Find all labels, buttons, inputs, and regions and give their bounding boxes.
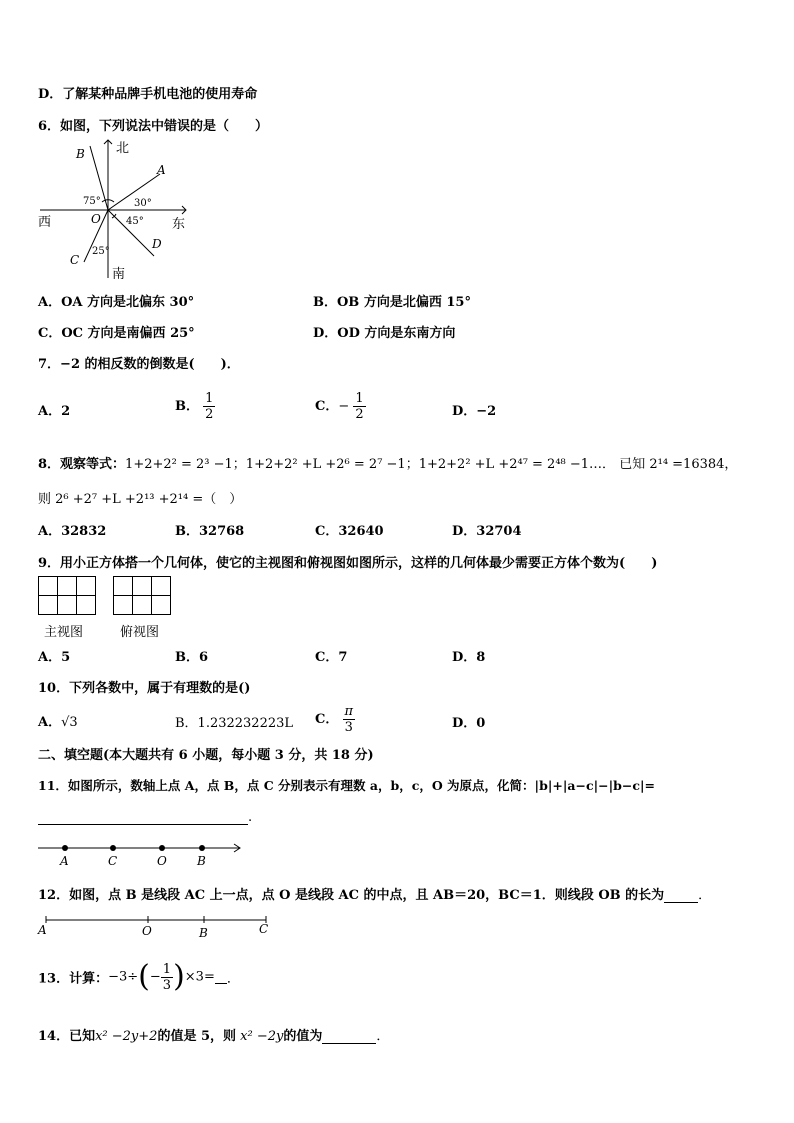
q10-option-b: B．1.232232223L bbox=[175, 716, 294, 731]
q8-eq1: 1+2+2² = 2³ −1； bbox=[125, 457, 246, 472]
q8-eq2: 1+2+2² +L +2⁶ = 2⁷ −1； bbox=[245, 457, 419, 472]
q7-option-b-label: B． bbox=[175, 399, 199, 414]
left-paren: ( bbox=[138, 959, 150, 994]
point-c-label: C bbox=[108, 854, 118, 868]
q12-tail: ． bbox=[698, 888, 712, 903]
q7-option-c bbox=[315, 391, 366, 422]
q9-views-figure bbox=[38, 576, 174, 618]
front-view-grid bbox=[39, 577, 96, 615]
answer-blank[interactable] bbox=[215, 970, 227, 984]
q9-option-b: B．6 bbox=[175, 650, 209, 665]
top-view-grid bbox=[114, 577, 171, 615]
point-o-label: O bbox=[142, 924, 152, 938]
q6-compass-figure bbox=[36, 136, 196, 284]
q10-option-c-label: C． bbox=[315, 712, 339, 727]
fraction-denominator: 2 bbox=[205, 407, 214, 422]
q8-equation-line bbox=[38, 453, 737, 472]
q7-option-a: A．2 bbox=[38, 404, 71, 419]
point-a-label: A bbox=[38, 923, 47, 937]
point-b-label: B bbox=[199, 926, 208, 940]
point-b bbox=[199, 845, 205, 851]
q12-segment-figure bbox=[36, 914, 272, 940]
q9-front-view-label: 主视图 bbox=[44, 625, 84, 640]
q7-option-b bbox=[175, 391, 215, 422]
fraction-numerator: 1 bbox=[355, 391, 364, 406]
q6-stem: 6．如图，下列说法中错误的是（ ） bbox=[38, 119, 269, 134]
answer-blank[interactable] bbox=[322, 1030, 376, 1044]
q6-option-a: A．OA 方向是北偏东 30° bbox=[38, 295, 195, 310]
q10-option-c bbox=[315, 704, 355, 735]
fraction-numerator: π bbox=[344, 704, 354, 719]
q11-number-line bbox=[38, 840, 244, 868]
origin-label: O bbox=[91, 212, 101, 226]
fraction-numerator: 1 bbox=[162, 961, 172, 977]
north-label: 北 bbox=[116, 141, 130, 156]
q7-option-b-fraction bbox=[203, 391, 215, 422]
q13-line bbox=[38, 958, 240, 996]
point-a bbox=[62, 845, 68, 851]
q9-option-c: C．7 bbox=[315, 650, 348, 665]
q8-ask: 则 2⁶ +2⁷ +L +2¹³ +2¹⁴ =（ ） bbox=[38, 492, 243, 507]
q6-option-d: D．OD 方向是东南方向 bbox=[313, 326, 456, 341]
right-paren: ) bbox=[173, 959, 185, 994]
q14-mid: 的值是 5，则 bbox=[157, 1029, 237, 1044]
q9-option-d: D．8 bbox=[452, 650, 486, 665]
q11-answer-line bbox=[38, 810, 252, 825]
q13-expr-pre: −3÷ bbox=[108, 969, 139, 985]
q14-expr2: x² −2y bbox=[240, 1029, 284, 1044]
q10-option-a-label: A． bbox=[38, 715, 62, 730]
q13-label: 13．计算： bbox=[38, 971, 109, 987]
south-label: 南 bbox=[112, 267, 126, 282]
q11-tail: . bbox=[248, 810, 253, 825]
q13-fraction bbox=[161, 962, 173, 993]
angle-c-label: 25° bbox=[92, 246, 110, 257]
fraction-denominator: 3 bbox=[162, 977, 172, 993]
q8-eq3: 1+2+2² +L +2⁴⁷ = 2⁴⁸ −1…． bbox=[418, 457, 616, 472]
q7-option-c-fraction bbox=[353, 391, 365, 422]
angle-d-label: 45° bbox=[126, 216, 144, 227]
ray-a-label: A bbox=[157, 163, 166, 177]
q7-option-c-label: C． bbox=[315, 399, 339, 414]
q14-tail: ． bbox=[376, 1029, 390, 1044]
q7-stem: 7．−2 的相反数的倒数是( )． bbox=[38, 357, 240, 372]
ray-c-label: C bbox=[70, 253, 80, 267]
q8-option-a: A．32832 bbox=[38, 524, 107, 539]
point-o-label: O bbox=[157, 854, 167, 868]
fraction-denominator: 2 bbox=[355, 407, 364, 422]
q6-option-b: B．OB 方向是北偏西 15° bbox=[313, 295, 471, 310]
q9-stem: 9．用小正方体搭一个几何体，使它的主视图和俯视图如图所示，这样的几何体最少需要正方体个数为( ) bbox=[38, 556, 658, 571]
answer-blank[interactable] bbox=[664, 889, 698, 903]
sqrt-3: √3 bbox=[61, 715, 78, 730]
fraction-denominator: 3 bbox=[344, 720, 353, 735]
point-b-label: B bbox=[197, 854, 206, 868]
q14-pre: 14．已知 bbox=[38, 1029, 96, 1044]
q13-tail: ． bbox=[226, 971, 240, 987]
point-a-label: A bbox=[60, 854, 69, 868]
q12-stem-line bbox=[38, 884, 711, 903]
point-c bbox=[110, 845, 116, 851]
ray-b-label: B bbox=[76, 147, 85, 161]
q10-option-a bbox=[38, 711, 78, 730]
q9-option-a: A．5 bbox=[38, 650, 71, 665]
section-title-fill-in: 二、填空题(本大题共有 6 小题，每小题 3 分，共 18 分) bbox=[38, 748, 374, 763]
east-label: 东 bbox=[172, 217, 186, 232]
q12-stem: 12．如图，点 B 是线段 AC 上一点，点 O 是线段 AC 的中点，且 AB＝20，BC＝1．则线段 OB 的长为 bbox=[38, 888, 665, 903]
west-label: 西 bbox=[38, 215, 52, 230]
q9-top-view-label: 俯视图 bbox=[120, 625, 160, 640]
fraction-numerator: 1 bbox=[205, 391, 214, 406]
q10-stem: 10．下列各数中，属于有理数的是() bbox=[38, 681, 251, 696]
q7-option-d: D．−2 bbox=[452, 404, 497, 419]
ray-d-label: D bbox=[152, 237, 162, 251]
q6-option-c: C．OC 方向是南偏西 25° bbox=[38, 326, 195, 341]
point-c-label: C bbox=[259, 922, 269, 936]
q14-line bbox=[38, 1025, 389, 1044]
minus-sign: − bbox=[149, 969, 161, 985]
q8-option-b: B．32768 bbox=[175, 524, 245, 539]
q10-option-c-fraction bbox=[343, 704, 356, 735]
q5-option-d: D．了解某种品牌手机电池的使用寿命 bbox=[38, 87, 258, 102]
q8-option-d: D．32704 bbox=[452, 524, 522, 539]
q8-option-c: C．32640 bbox=[315, 524, 384, 539]
angle-b-label: 75° bbox=[83, 196, 101, 207]
angle-a-label: 30° bbox=[134, 198, 152, 209]
q8-label: 8．观察等式： bbox=[38, 457, 126, 472]
answer-blank[interactable] bbox=[38, 811, 248, 825]
q11-stem: 11．如图所示，数轴上点 A，点 B，点 C 分别表示有理数 a，b，c，O 为原点，化简：|b|+|a−c|−|b−c|= bbox=[38, 778, 656, 793]
q14-post: 的值为 bbox=[283, 1029, 323, 1044]
minus-sign: − bbox=[338, 399, 350, 414]
q10-option-d: D．0 bbox=[452, 716, 486, 731]
point-o bbox=[159, 845, 165, 851]
q14-expr1: x² −2y+2 bbox=[95, 1029, 158, 1044]
q8-given: 已知 2¹⁴ =16384， bbox=[619, 457, 738, 472]
q13-expr-post: ×3= bbox=[184, 969, 215, 985]
